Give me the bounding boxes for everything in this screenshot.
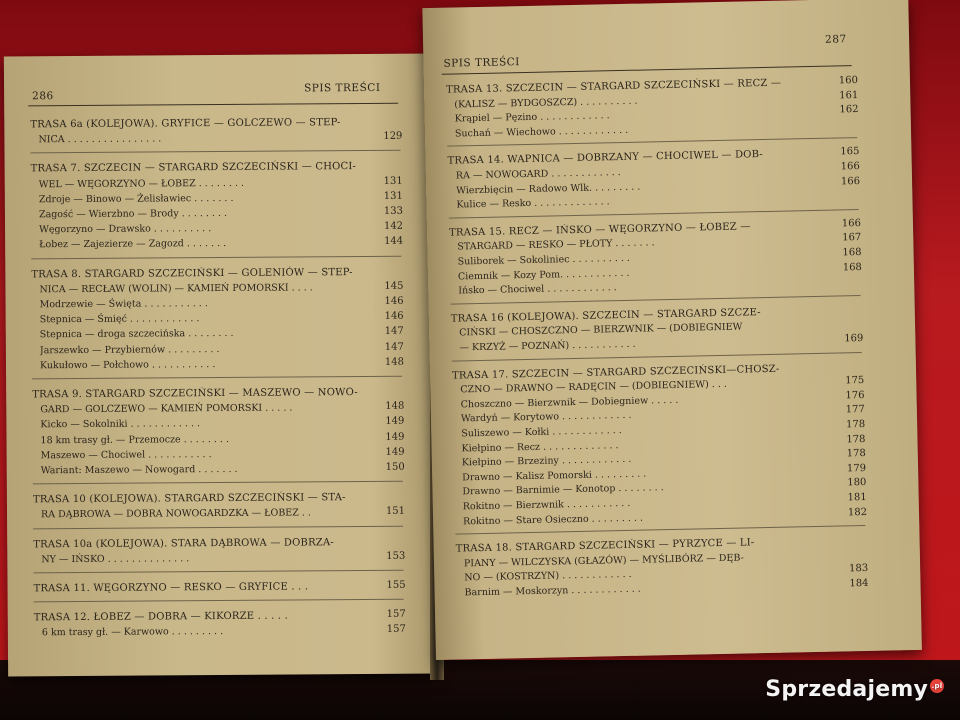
toc-line: TRASA 13. SZCZECIN — STARGARD SZCZECIŃSKI — RECZ —	[445, 77, 782, 96]
toc-line: TRASA 7. SZCZECIN — STARGARD SZCZECIŃSKI — CHOCI-	[30, 161, 357, 175]
toc-page-number: 161	[839, 89, 859, 102]
toc-page-number: 178	[846, 448, 866, 460]
toc-page-number: 184	[849, 577, 869, 590]
toc-line: Barnim — Moskorzyn . . . . . . . . . . . .	[464, 583, 641, 599]
toc-page-number: 177	[845, 404, 865, 416]
left-page	[4, 54, 438, 677]
toc-page-number: 178	[846, 433, 866, 445]
toc-line: Suliszewo — Kołki . . . . . . . . . . . .	[461, 425, 622, 440]
section-divider	[33, 525, 403, 529]
running-header-left: SPIS TREŚCI	[304, 81, 381, 95]
toc-page-number	[834, 190, 860, 191]
toc-line: CZNO — DRAWNO — RADĘCIN — (DOBIEGNIEW) . . .	[460, 379, 727, 396]
section-divider	[33, 481, 403, 485]
toc-line: NICA . . . . . . . . . . . . . . . .	[38, 133, 162, 146]
toc-page-number: 179	[846, 462, 867, 475]
toc-page-number: 153	[386, 550, 406, 562]
toc-line: WEL — WĘGORZYNO — ŁOBEZ . . . . . . . .	[38, 177, 245, 190]
toc-page-number	[837, 304, 863, 305]
watermark-text: Sprzedajemy	[765, 677, 928, 702]
toc-line: NICA — RECŁAW (WOLIN) — KAMIEŃ POMORSKI . . . .	[39, 282, 313, 296]
toc-line: 6 km trasy gł. — Karwowo . . . . . . . . .	[41, 626, 224, 639]
toc-line: Stepnica — Śmięć . . . . . . . . . . . .	[39, 313, 200, 326]
toc-line: Kulice — Resko . . . . . . . . . . . . .	[456, 196, 610, 211]
toc-line: TRASA 10a (KOLEJOWA). STARA DĄBROWA — DOBRZA-	[33, 536, 334, 550]
toc-page-number: 150	[385, 461, 405, 473]
toc-line: Jarszewko — Przybiernów . . . . . . . . .	[39, 343, 220, 356]
toc-line: Zdroje — Binowo — Żelisławiec . . . . . . .	[38, 192, 234, 206]
toc-line: Wardyń — Korytowo . . . . . . . . . . . .	[460, 410, 632, 425]
toc-line: Stepnica — droga szczecińska . . . . . . . .	[39, 328, 234, 341]
toc-page-number: 149	[385, 416, 405, 428]
toc-line: Wariant: Maszewo — Nowogard . . . . . . .	[40, 463, 238, 477]
toc-page-number: 146	[384, 310, 404, 323]
toc-page-number: 157	[386, 608, 406, 621]
toc-line: CIŃSKI — CHOSZCZNO — BIERZWNIK — (DOBIEGNIEW	[459, 321, 743, 339]
toc-page-number: 148	[384, 356, 405, 368]
toc-line: Kiełpino — Recz . . . . . . . . . . . . .	[461, 439, 619, 455]
toc-line: Rokitno — Stare Osieczno . . . . . . . . .	[462, 512, 644, 527]
toc-line: Drawno — Barnimie — Konotop . . . . . . . .	[462, 482, 664, 498]
toc-line: TRASA 12. ŁOBEZ — DOBRA — KIKORZE . . . . .	[33, 610, 289, 624]
toc-page-number: 165	[840, 146, 860, 158]
toc-line: (KALISZ — BYDGOSZCZ) . . . . . . . . . .	[454, 95, 638, 111]
toc-page-number: 142	[383, 220, 404, 233]
toc-page-number	[842, 549, 868, 550]
toc-page-number	[836, 276, 862, 277]
toc-line: TRASA 18. STARGARD SZCZECIŃSKI — PYRZYCE — LI-	[455, 537, 755, 555]
section-divider	[31, 150, 401, 154]
header-rule-left	[28, 103, 398, 107]
toc-page-number: 147	[384, 326, 404, 338]
toc-page-number: 181	[847, 491, 867, 504]
watermark-badge: .pl	[930, 679, 944, 693]
toc-line: Suliborek — Sokoliniec . . . . . . . . . .	[457, 252, 630, 268]
toc-line: TRASA 8. STARGARD SZCZECIŃSKI — GOLENIÓW — STEP-	[31, 266, 353, 280]
toc-line: 18 km trasy gł. — Przemocze . . . . . . . .	[40, 433, 230, 446]
section-divider	[33, 570, 403, 574]
toc-line: TRASA 16 (KOLEJOWA). SZCZECIN — STARGARD SZCZE-	[450, 306, 761, 325]
toc-page-number: 146	[384, 295, 404, 307]
toc-line: Krąpiel — Pęzino . . . . . . . . . . . .	[454, 110, 610, 125]
toc-page-number: 180	[847, 477, 867, 489]
toc-page-number: 178	[845, 418, 866, 431]
toc-line: Wierzbięcin — Radowo Wlk. . . . . . . . .	[456, 181, 641, 197]
toc-line: NO — (KOSTRZYN) . . . . . . . . . . . .	[464, 569, 632, 584]
section-divider	[34, 599, 404, 603]
toc-page-number: 166	[840, 175, 861, 188]
toc-line: Ińsko — Chociwel . . . . . . . . . . . .	[458, 282, 617, 297]
toc-page-number: 160	[838, 75, 859, 87]
right-page	[422, 0, 922, 660]
toc-page-number: 168	[842, 246, 862, 259]
section-divider	[31, 255, 401, 259]
toc-line: GARD — GOLCZEWO — KAMIEŃ POMORSKI . . . . .	[40, 402, 293, 416]
toc-page-number	[833, 119, 859, 120]
toc-line: Maszewo — Chociwel . . . . . . . . . . .	[40, 448, 212, 462]
toc-page-number	[837, 318, 863, 319]
toc-line: TRASA 15. RECZ — IŃSKO — WĘGORZYNO — ŁOBEZ —	[448, 221, 751, 239]
toc-page-number: 149	[385, 431, 405, 443]
toc-line: PIANY — WILCZYSKA (GŁAZÓW) — MYŚLIBÓRZ — DĘB-	[463, 552, 744, 570]
toc-line: TRASA 17. SZCZECIN — STARGARD SZCZECIŃSKI—CHOSZ-	[451, 363, 780, 382]
section-divider	[32, 376, 402, 380]
toc-page-number: 162	[839, 104, 859, 116]
toc-line: STARGARD — RESKO — PŁOTY . . . . . . .	[457, 237, 655, 253]
toc-line: Rokitno — Bierzwnik . . . . . . . . . . .	[462, 497, 631, 513]
toc-line: Łobez — Zajezierze — Zagozd . . . . . . .	[39, 238, 227, 251]
toc-page-number: 175	[845, 375, 865, 387]
toc-line: TRASA 9. STARGARD SZCZECIŃSKI — MASZEWO — NOWO-	[32, 387, 358, 401]
toc-page-number: 144	[384, 236, 404, 248]
toc-line: TRASA 11. WĘGORZYNO — RESKO — GRYFICE . . .	[33, 581, 309, 595]
page-number-right: 287	[824, 33, 847, 46]
toc-page-number: 155	[386, 579, 406, 591]
toc-line: Kukułowo — Połchowo . . . . . . . . . . .	[39, 358, 216, 372]
toc-line: TRASA 10 (KOLEJOWA). STARGARD SZCZECIŃSKI — STA-	[32, 492, 346, 506]
toc-line: NY — IŃSKO . . . . . . . . . . . . . .	[41, 553, 190, 566]
toc-page-number: 182	[847, 506, 868, 518]
toc-line: Choszczno — Bierzwnik — Dobiegniew . . . . .	[460, 394, 679, 411]
toc-page-number: 129	[383, 130, 403, 143]
toc-page-number	[841, 534, 867, 535]
watermark-logo	[765, 677, 944, 702]
toc-line: Suchań — Wiechowo . . . . . . . . . . . .	[454, 124, 629, 140]
toc-page-number: 166	[840, 161, 860, 173]
toc-page-number: 183	[848, 563, 869, 575]
toc-page-number: 151	[385, 506, 406, 518]
page-number-left: 286	[32, 90, 54, 103]
toc-page-number: 167	[842, 232, 862, 244]
toc-line: Modrzewie — Święta . . . . . . . . . . .	[39, 298, 208, 311]
toc-line: — KRZYŻ — POZNAŃ) . . . . . . . . . . .	[459, 338, 636, 354]
toc-line: RA DĄBROWA — DOBRA NOWOGARDZKA — ŁOBEZ . .	[41, 507, 311, 521]
toc-line: TRASA 14. WAPNICA — DOBRZANY — CHOCIWEL — DOB-	[447, 149, 764, 168]
toc-line: TRASA 6a (KOLEJOWA). GRYFICE — GOLCZEWO — STEP-	[30, 117, 341, 131]
toc-page-number: 169	[844, 332, 864, 345]
toc-page-number: 131	[383, 175, 403, 187]
toc-line: Zagość — Wierzbno — Brody . . . . . . . .	[38, 207, 228, 221]
toc-line: RA — NOWOGARD . . . . . . . . . . . .	[455, 167, 621, 182]
toc-page-number: 147	[384, 341, 404, 353]
running-header-right: SPIS TREŚCI	[443, 56, 521, 70]
toc-line: Węgorzyno — Drawsko . . . . . . . . . .	[39, 223, 212, 236]
toc-page-number	[838, 361, 864, 362]
toc-page-number: 176	[845, 389, 865, 402]
toc-page-number: 166	[841, 217, 862, 230]
toc-line: Ciemnik — Kozy Pom. . . . . . . . . . . .	[457, 267, 630, 283]
toc-page-number: 145	[384, 280, 404, 292]
toc-page-number: 149	[385, 446, 405, 458]
toc-line: Kicko — Sokolniki . . . . . . . . . . . .	[40, 418, 201, 431]
toc-page-number: 131	[383, 190, 403, 202]
toc-page-number: 157	[386, 624, 406, 636]
toc-page-number: 168	[842, 261, 862, 273]
toc-page-number: 133	[383, 205, 403, 217]
toc-page-number: 148	[385, 400, 405, 413]
toc-line: Kiełpino — Brzeziny . . . . . . . . . . . .	[461, 454, 632, 469]
toc-line: Drawno — Kalisz Pomorski . . . . . . . . .	[462, 468, 647, 484]
